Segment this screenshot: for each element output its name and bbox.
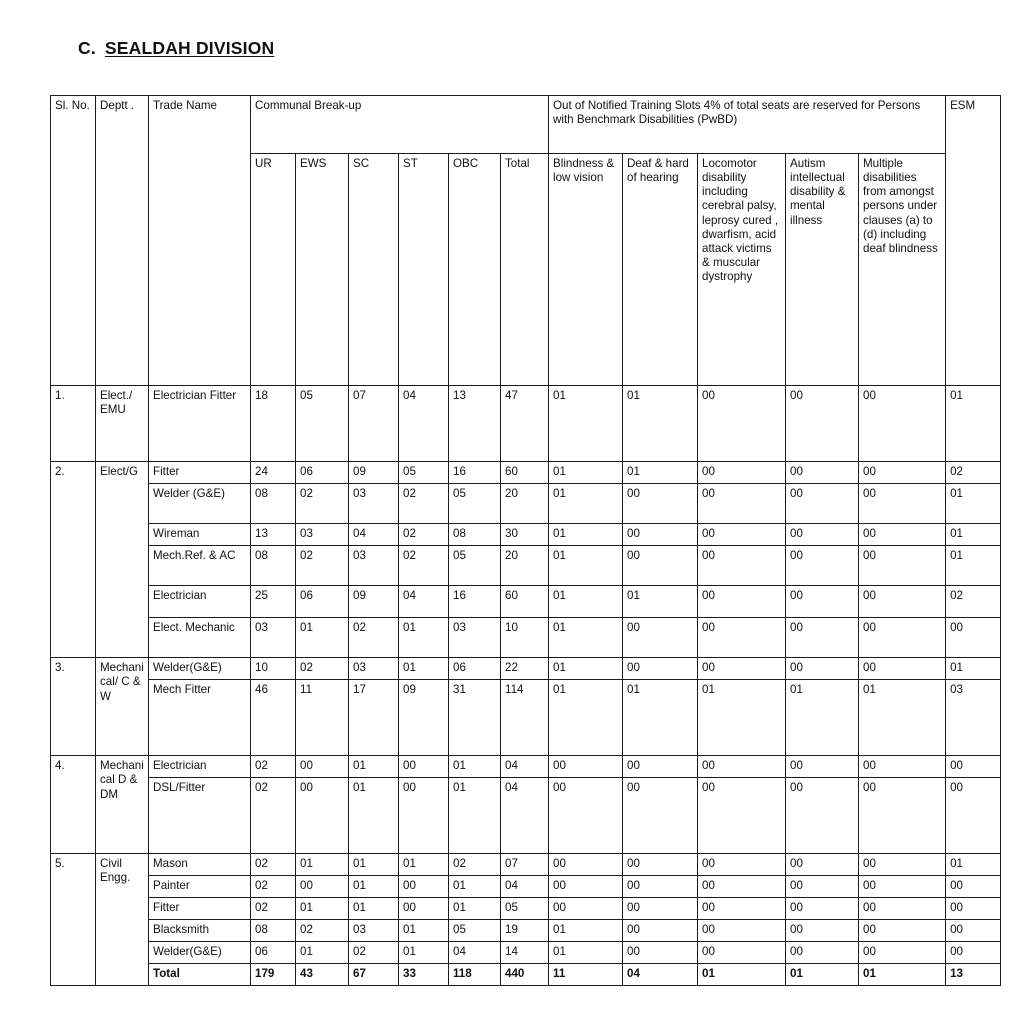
cell-autism: 00 — [786, 756, 859, 778]
cell-blindness: 00 — [549, 876, 623, 898]
cell-blindness: 01 — [549, 386, 623, 462]
cell-obc: 06 — [449, 658, 501, 680]
cell-locomotor: 00 — [698, 756, 786, 778]
cell-ur: 13 — [251, 524, 296, 546]
cell-deaf: 00 — [623, 854, 698, 876]
table-total-row — [51, 964, 1001, 986]
header-trade-name: Trade Name — [149, 96, 251, 386]
cell-locomotor: 00 — [698, 942, 786, 964]
cell-ur: 06 — [251, 942, 296, 964]
header-sl-no: Sl. No. — [51, 96, 96, 386]
cell-deaf: 01 — [623, 386, 698, 462]
vacancy-table-wrapper — [50, 95, 1000, 986]
cell-st: 00 — [399, 898, 449, 920]
cell-trade-name: Blacksmith — [149, 920, 251, 942]
cell-sl-no: 1. — [51, 386, 96, 462]
cell-obc: 02 — [449, 854, 501, 876]
cell-blindness: 00 — [549, 756, 623, 778]
cell-deaf: 01 — [623, 462, 698, 484]
cell-ews: 01 — [296, 898, 349, 920]
cell-deaf: 00 — [623, 942, 698, 964]
cell-sc: 04 — [349, 524, 399, 546]
cell-multiple: 00 — [859, 854, 946, 876]
cell-autism: 00 — [786, 942, 859, 964]
cell-autism: 00 — [786, 386, 859, 462]
table-row — [51, 876, 1001, 898]
header-deaf: Deaf & hard of hearing — [623, 154, 698, 386]
cell-multiple: 00 — [859, 778, 946, 854]
cell-ews: 03 — [296, 524, 349, 546]
cell-locomotor: 00 — [698, 876, 786, 898]
total-cell-sc: 67 — [349, 964, 399, 986]
cell-locomotor: 00 — [698, 778, 786, 854]
cell-blindness: 00 — [549, 778, 623, 854]
cell-obc: 05 — [449, 546, 501, 586]
cell-obc: 01 — [449, 876, 501, 898]
total-cell-ews: 43 — [296, 964, 349, 986]
cell-sl-no: 3. — [51, 658, 96, 756]
header-blindness: Blindness & low vision — [549, 154, 623, 386]
cell-trade-name: DSL/Fitter — [149, 778, 251, 854]
cell-total: 20 — [501, 484, 549, 524]
cell-sc: 07 — [349, 386, 399, 462]
cell-st: 00 — [399, 876, 449, 898]
cell-ews: 02 — [296, 546, 349, 586]
cell-locomotor: 01 — [698, 680, 786, 756]
cell-obc: 04 — [449, 942, 501, 964]
cell-deptt: Mechanical/ C & W — [96, 658, 149, 756]
cell-sc: 03 — [349, 484, 399, 524]
cell-blindness: 01 — [549, 462, 623, 484]
cell-st: 00 — [399, 756, 449, 778]
header-ur: UR — [251, 154, 296, 386]
total-cell-blindness: 11 — [549, 964, 623, 986]
cell-ur: 02 — [251, 854, 296, 876]
cell-total: 04 — [501, 778, 549, 854]
table-row — [51, 386, 1001, 462]
cell-locomotor: 00 — [698, 920, 786, 942]
cell-blindness: 00 — [549, 854, 623, 876]
cell-st: 02 — [399, 524, 449, 546]
cell-deaf: 00 — [623, 618, 698, 658]
header-locomotor: Locomotor disability including cerebral palsy, leprosy cured , dwarfism, acid attack victims & muscular dystrophy — [698, 154, 786, 386]
cell-esm: 03 — [946, 680, 1001, 756]
cell-total: 05 — [501, 898, 549, 920]
cell-multiple: 00 — [859, 546, 946, 586]
cell-esm: 00 — [946, 756, 1001, 778]
cell-total: 10 — [501, 618, 549, 658]
cell-sc: 02 — [349, 618, 399, 658]
cell-total: 14 — [501, 942, 549, 964]
cell-locomotor: 00 — [698, 898, 786, 920]
cell-locomotor: 00 — [698, 524, 786, 546]
cell-blindness: 01 — [549, 618, 623, 658]
header-pwbd-group: Out of Notified Training Slots 4% of total seats are reserved for Persons with Benchmark Disabilities (PwBD) — [549, 96, 946, 154]
cell-total: 19 — [501, 920, 549, 942]
cell-sc: 01 — [349, 778, 399, 854]
table-row — [51, 586, 1001, 618]
cell-trade-name: Electrician — [149, 756, 251, 778]
vacancy-table — [50, 95, 1001, 986]
cell-locomotor: 00 — [698, 462, 786, 484]
cell-st: 04 — [399, 586, 449, 618]
header-communal-breakup: Communal Break-up — [251, 96, 549, 154]
cell-esm: 01 — [946, 546, 1001, 586]
page-title-text: SEALDAH DIVISION — [104, 38, 275, 58]
cell-multiple: 00 — [859, 658, 946, 680]
cell-ews: 01 — [296, 618, 349, 658]
cell-esm: 00 — [946, 942, 1001, 964]
cell-blindness: 01 — [549, 658, 623, 680]
cell-sc: 03 — [349, 546, 399, 586]
cell-esm: 01 — [946, 854, 1001, 876]
cell-sc: 01 — [349, 854, 399, 876]
cell-obc: 03 — [449, 618, 501, 658]
cell-autism: 00 — [786, 876, 859, 898]
cell-trade-name: Elect. Mechanic — [149, 618, 251, 658]
cell-ews: 11 — [296, 680, 349, 756]
cell-blindness: 00 — [549, 898, 623, 920]
cell-trade-name: Wireman — [149, 524, 251, 546]
cell-autism: 00 — [786, 658, 859, 680]
cell-trade-name: Fitter — [149, 898, 251, 920]
page-title — [78, 38, 274, 59]
cell-ur: 10 — [251, 658, 296, 680]
cell-total: 114 — [501, 680, 549, 756]
cell-autism: 00 — [786, 484, 859, 524]
cell-autism: 00 — [786, 778, 859, 854]
total-cell-total: 440 — [501, 964, 549, 986]
cell-ur: 03 — [251, 618, 296, 658]
cell-esm: 01 — [946, 484, 1001, 524]
cell-st: 01 — [399, 658, 449, 680]
cell-deaf: 00 — [623, 778, 698, 854]
cell-locomotor: 00 — [698, 618, 786, 658]
cell-st: 01 — [399, 920, 449, 942]
cell-ur: 02 — [251, 778, 296, 854]
cell-blindness: 01 — [549, 586, 623, 618]
header-ews: EWS — [296, 154, 349, 386]
cell-autism: 00 — [786, 618, 859, 658]
table-header — [51, 96, 1001, 386]
cell-obc: 16 — [449, 586, 501, 618]
cell-multiple: 00 — [859, 898, 946, 920]
cell-obc: 08 — [449, 524, 501, 546]
cell-st: 01 — [399, 618, 449, 658]
cell-sc: 03 — [349, 658, 399, 680]
cell-deaf: 00 — [623, 546, 698, 586]
cell-ur: 24 — [251, 462, 296, 484]
table-row — [51, 546, 1001, 586]
cell-trade-name: Fitter — [149, 462, 251, 484]
cell-trade-name: Welder(G&E) — [149, 942, 251, 964]
cell-locomotor: 00 — [698, 658, 786, 680]
cell-esm: 02 — [946, 462, 1001, 484]
table-body — [51, 386, 1001, 986]
cell-ur: 18 — [251, 386, 296, 462]
cell-trade-name: Electrician — [149, 586, 251, 618]
cell-st: 00 — [399, 778, 449, 854]
cell-ur: 46 — [251, 680, 296, 756]
total-cell-deaf: 04 — [623, 964, 698, 986]
cell-obc: 16 — [449, 462, 501, 484]
cell-blindness: 01 — [549, 920, 623, 942]
table-row — [51, 942, 1001, 964]
table-row — [51, 680, 1001, 756]
cell-sc: 09 — [349, 586, 399, 618]
cell-sc: 02 — [349, 942, 399, 964]
cell-obc: 01 — [449, 898, 501, 920]
cell-sc: 01 — [349, 756, 399, 778]
total-cell-obc: 118 — [449, 964, 501, 986]
header-deptt: Deptt . — [96, 96, 149, 386]
cell-deaf: 00 — [623, 524, 698, 546]
cell-ews: 00 — [296, 756, 349, 778]
cell-trade-name: Electrician Fitter — [149, 386, 251, 462]
cell-blindness: 01 — [549, 484, 623, 524]
cell-autism: 00 — [786, 524, 859, 546]
cell-total: 60 — [501, 462, 549, 484]
table-row — [51, 756, 1001, 778]
cell-total-label: Total — [149, 964, 251, 986]
cell-ews: 02 — [296, 658, 349, 680]
cell-locomotor: 00 — [698, 546, 786, 586]
cell-ews: 06 — [296, 462, 349, 484]
header-total: Total — [501, 154, 549, 386]
cell-locomotor: 00 — [698, 854, 786, 876]
cell-blindness: 01 — [549, 680, 623, 756]
cell-total: 22 — [501, 658, 549, 680]
cell-deptt: Elect/G — [96, 462, 149, 658]
cell-blindness: 01 — [549, 546, 623, 586]
cell-ur: 02 — [251, 876, 296, 898]
cell-trade-name: Mech Fitter — [149, 680, 251, 756]
cell-total: 30 — [501, 524, 549, 546]
cell-esm: 01 — [946, 658, 1001, 680]
cell-ews: 06 — [296, 586, 349, 618]
cell-total: 07 — [501, 854, 549, 876]
cell-sc: 01 — [349, 876, 399, 898]
cell-autism: 00 — [786, 920, 859, 942]
cell-deaf: 01 — [623, 680, 698, 756]
cell-ews: 02 — [296, 920, 349, 942]
cell-autism: 01 — [786, 680, 859, 756]
cell-ews: 02 — [296, 484, 349, 524]
cell-multiple: 00 — [859, 386, 946, 462]
cell-multiple: 00 — [859, 876, 946, 898]
page-title-letter: C. — [78, 38, 96, 58]
total-cell-ur: 179 — [251, 964, 296, 986]
cell-obc: 01 — [449, 778, 501, 854]
cell-locomotor: 00 — [698, 386, 786, 462]
cell-total: 04 — [501, 756, 549, 778]
cell-st: 02 — [399, 546, 449, 586]
cell-multiple: 01 — [859, 680, 946, 756]
cell-st: 02 — [399, 484, 449, 524]
table-row — [51, 854, 1001, 876]
cell-deptt: Elect./ EMU — [96, 386, 149, 462]
cell-ews: 05 — [296, 386, 349, 462]
cell-ur: 25 — [251, 586, 296, 618]
cell-trade-name: Welder (G&E) — [149, 484, 251, 524]
header-sc: SC — [349, 154, 399, 386]
cell-total: 60 — [501, 586, 549, 618]
cell-ur: 02 — [251, 756, 296, 778]
cell-autism: 00 — [786, 898, 859, 920]
table-row — [51, 524, 1001, 546]
cell-trade-name: Mech.Ref. & AC — [149, 546, 251, 586]
cell-locomotor: 00 — [698, 484, 786, 524]
table-header-row-group — [51, 96, 1001, 154]
cell-deaf: 00 — [623, 920, 698, 942]
total-cell-multiple: 01 — [859, 964, 946, 986]
total-cell-esm: 13 — [946, 964, 1001, 986]
cell-deaf: 00 — [623, 756, 698, 778]
cell-autism: 00 — [786, 586, 859, 618]
cell-sl-no: 4. — [51, 756, 96, 854]
cell-deptt: Mechanical D & DM — [96, 756, 149, 854]
header-obc: OBC — [449, 154, 501, 386]
cell-total: 04 — [501, 876, 549, 898]
total-cell-st: 33 — [399, 964, 449, 986]
cell-multiple: 00 — [859, 618, 946, 658]
cell-ews: 01 — [296, 854, 349, 876]
header-autism: Autism intellectual disability & mental illness — [786, 154, 859, 386]
cell-ews: 00 — [296, 778, 349, 854]
cell-st: 04 — [399, 386, 449, 462]
table-row — [51, 658, 1001, 680]
header-multiple: Multiple disabilities from amongst persons under clauses (a) to (d) including deaf blindness — [859, 154, 946, 386]
cell-esm: 00 — [946, 618, 1001, 658]
table-row — [51, 920, 1001, 942]
cell-obc: 01 — [449, 756, 501, 778]
cell-trade-name: Welder(G&E) — [149, 658, 251, 680]
cell-deptt: Civil Engg. — [96, 854, 149, 986]
cell-sc: 01 — [349, 898, 399, 920]
cell-autism: 00 — [786, 462, 859, 484]
cell-ur: 08 — [251, 920, 296, 942]
cell-trade-name: Mason — [149, 854, 251, 876]
cell-esm: 00 — [946, 920, 1001, 942]
cell-st: 05 — [399, 462, 449, 484]
cell-multiple: 00 — [859, 756, 946, 778]
table-row — [51, 898, 1001, 920]
cell-blindness: 01 — [549, 942, 623, 964]
cell-esm: 00 — [946, 876, 1001, 898]
cell-st: 01 — [399, 942, 449, 964]
cell-deaf: 00 — [623, 658, 698, 680]
cell-deaf: 01 — [623, 586, 698, 618]
table-row — [51, 462, 1001, 484]
cell-ur: 08 — [251, 546, 296, 586]
cell-obc: 31 — [449, 680, 501, 756]
cell-obc: 05 — [449, 484, 501, 524]
cell-multiple: 00 — [859, 920, 946, 942]
total-cell-autism: 01 — [786, 964, 859, 986]
header-st: ST — [399, 154, 449, 386]
cell-ews: 00 — [296, 876, 349, 898]
cell-multiple: 00 — [859, 462, 946, 484]
cell-sc: 09 — [349, 462, 399, 484]
cell-total: 20 — [501, 546, 549, 586]
cell-autism: 00 — [786, 546, 859, 586]
cell-autism: 00 — [786, 854, 859, 876]
header-esm: ESM — [946, 96, 1001, 386]
cell-obc: 13 — [449, 386, 501, 462]
cell-total: 47 — [501, 386, 549, 462]
cell-obc: 05 — [449, 920, 501, 942]
cell-locomotor: 00 — [698, 586, 786, 618]
cell-sc: 03 — [349, 920, 399, 942]
cell-st: 01 — [399, 854, 449, 876]
cell-multiple: 00 — [859, 484, 946, 524]
cell-deaf: 00 — [623, 898, 698, 920]
cell-ur: 02 — [251, 898, 296, 920]
cell-esm: 02 — [946, 586, 1001, 618]
total-cell-locomotor: 01 — [698, 964, 786, 986]
cell-ur: 08 — [251, 484, 296, 524]
cell-blindness: 01 — [549, 524, 623, 546]
table-row — [51, 778, 1001, 854]
cell-sl-no: 2. — [51, 462, 96, 658]
cell-esm: 01 — [946, 386, 1001, 462]
cell-deaf: 00 — [623, 484, 698, 524]
table-row — [51, 484, 1001, 524]
cell-multiple: 00 — [859, 586, 946, 618]
cell-trade-name: Painter — [149, 876, 251, 898]
cell-esm: 00 — [946, 778, 1001, 854]
cell-deaf: 00 — [623, 876, 698, 898]
cell-multiple: 00 — [859, 524, 946, 546]
cell-sc: 17 — [349, 680, 399, 756]
cell-multiple: 00 — [859, 942, 946, 964]
cell-esm: 00 — [946, 898, 1001, 920]
cell-esm: 01 — [946, 524, 1001, 546]
cell-st: 09 — [399, 680, 449, 756]
cell-sl-no: 5. — [51, 854, 96, 986]
table-row — [51, 618, 1001, 658]
cell-ews: 01 — [296, 942, 349, 964]
